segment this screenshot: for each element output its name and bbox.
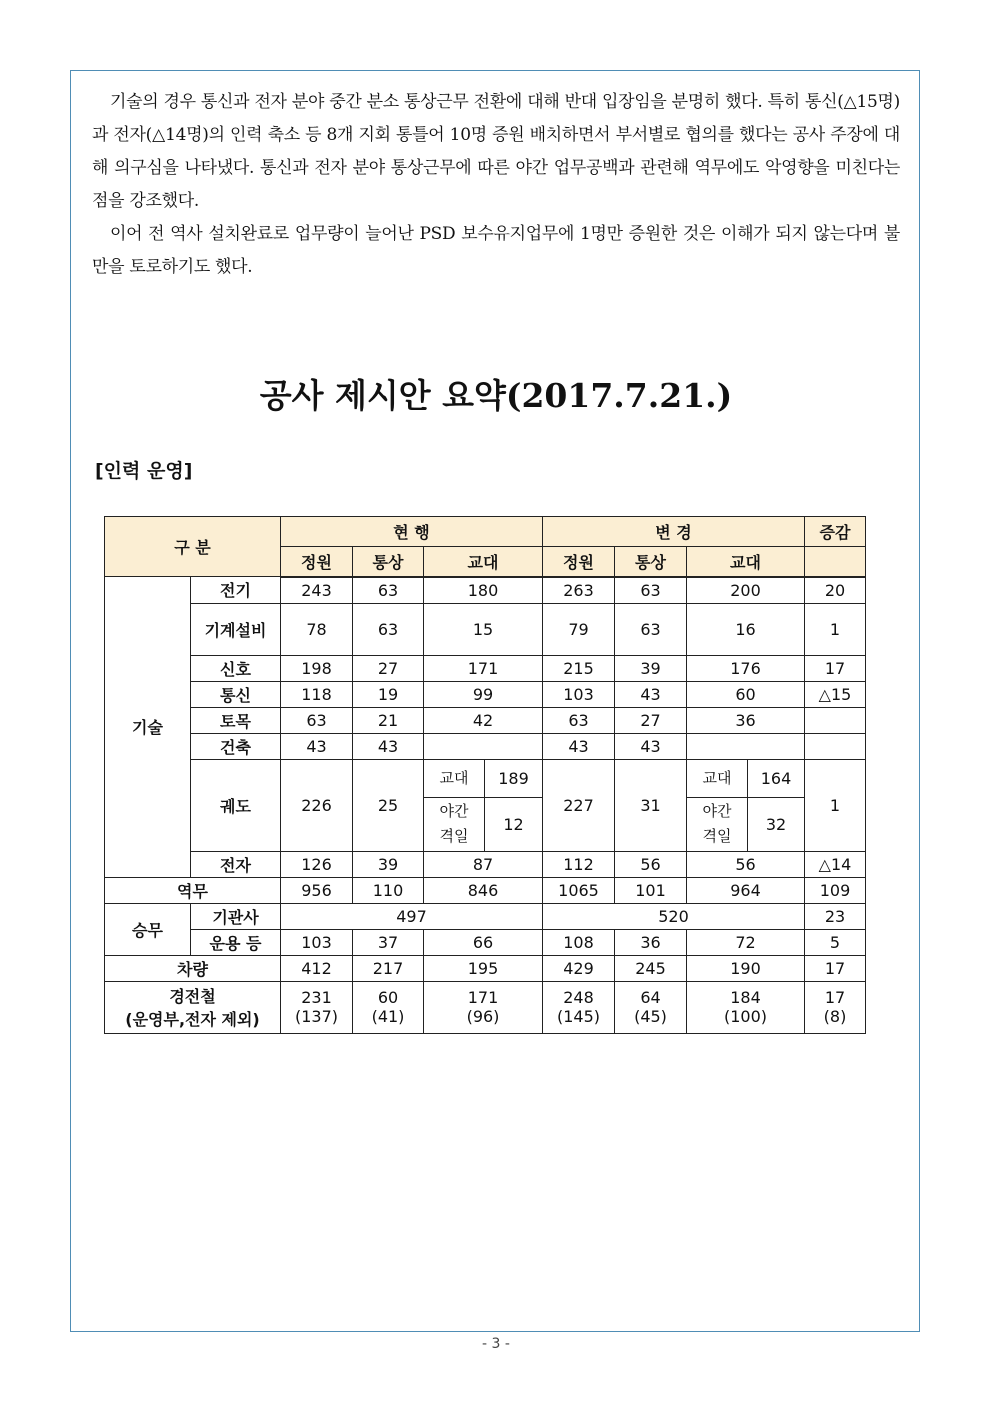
header-col-empty — [805, 547, 866, 577]
cell-label: 야간 격일 — [424, 798, 485, 851]
row-label: 운용 등 — [191, 929, 281, 955]
row-label: 건축 — [191, 733, 281, 759]
cell-line: 17 — [824, 988, 846, 1007]
cell: 1065 — [543, 877, 615, 903]
header-col: 통상 — [615, 547, 687, 577]
cell: 43 — [543, 733, 615, 759]
cell-line: 184 — [730, 988, 761, 1007]
header-col: 정원 — [543, 547, 615, 577]
cell: 108 — [543, 929, 615, 955]
cell: 429 — [543, 955, 615, 981]
staffing-table — [104, 516, 866, 1034]
header-col: 통상 — [353, 547, 424, 577]
cell-line: (100) — [723, 1007, 768, 1026]
row-label: 차량 — [105, 955, 281, 981]
cell: 16 — [687, 603, 805, 655]
cell: 15 — [424, 603, 543, 655]
cell: 36 — [687, 707, 805, 733]
cell: 36 — [615, 929, 687, 955]
table-row — [105, 929, 866, 955]
cell: 217 — [353, 955, 424, 981]
cell: 79 — [543, 603, 615, 655]
cell: 263 — [543, 577, 615, 604]
row-group-seungmu: 승무 — [105, 903, 191, 955]
cell: 101 — [615, 877, 687, 903]
cell: 63 — [281, 707, 353, 733]
cell: 63 — [353, 577, 424, 604]
cell: 198 — [281, 655, 353, 681]
cell-line: (45) — [634, 1007, 667, 1026]
cell: 189 — [485, 760, 543, 798]
cell: 103 — [543, 681, 615, 707]
section-label: [인력 운영] — [95, 460, 193, 482]
header-col: 정원 — [281, 547, 353, 577]
cell: 39 — [353, 851, 424, 877]
cell: 99 — [424, 681, 543, 707]
cell: 43 — [615, 681, 687, 707]
cell: 176 — [687, 655, 805, 681]
cell: 12 — [503, 814, 524, 834]
cell-label: 교대 — [687, 760, 748, 798]
table-row — [105, 655, 866, 681]
table-row — [105, 877, 866, 903]
cell-line: 64 — [640, 988, 661, 1007]
cell-line: (137) — [294, 1007, 339, 1026]
cell: 17 — [805, 955, 866, 981]
cell: 5 — [805, 929, 866, 955]
cell-line: (145) — [556, 1007, 601, 1026]
cell: △14 — [805, 851, 866, 877]
cell-line: (8) — [823, 1007, 847, 1026]
cell: 243 — [281, 577, 353, 604]
row-label: 궤도 — [191, 759, 281, 851]
cell: 1 — [805, 603, 866, 655]
row-label: 토목 — [191, 707, 281, 733]
cell-label: 교대 — [424, 760, 485, 798]
table-row — [105, 733, 866, 759]
row-label: 통신 — [191, 681, 281, 707]
cell: 23 — [805, 903, 866, 929]
row-label — [105, 981, 281, 1033]
cell-label: 야간 격일 — [687, 798, 748, 851]
cell: 17 — [805, 655, 866, 681]
cell: 32 — [765, 814, 787, 834]
table-row — [105, 955, 866, 981]
row-group-tech: 기술 — [105, 577, 191, 878]
cell: 180 — [424, 577, 543, 604]
cell — [281, 981, 353, 1033]
row-label-line: (운영부,전자 제외) — [125, 1010, 260, 1029]
cell: 226 — [281, 759, 353, 851]
table-row — [105, 981, 866, 1033]
cell: 43 — [281, 733, 353, 759]
split-cell-current — [424, 759, 543, 851]
cell-line: 231 — [301, 988, 332, 1007]
cell: 37 — [353, 929, 424, 955]
cell — [805, 733, 866, 759]
paragraph-1: 기술의 경우 통신과 전자 분야 중간 분소 통상근무 전환에 대해 반대 입장임을 분명히 했다. 특히 통신(△15명)과 전자(△14명)의 인력 축소 등 8개 지회 통틀어 10명 증원 배치하면서 부서별로 협의를 했다는 공사 주장에 대해 의구심을 나타냈다. 통신과 전자 분야 통상근무에 따른 야간 업무공백과 관련해 역무에도 악영향을 미친다는 점을 강조했다. — [92, 92, 900, 211]
cell: 42 — [424, 707, 543, 733]
row-label: 전기 — [191, 577, 281, 604]
row-label: 기계설비 — [191, 603, 281, 655]
paragraph-2: 이어 전 역사 설치완료로 업무량이 늘어난 PSD 보수유지업무에 1명만 증원한 것은 이해가 되지 않는다며 불만을 토로하기도 했다. — [92, 224, 900, 277]
cell: 31 — [615, 759, 687, 851]
row-label: 역무 — [105, 877, 281, 903]
cell-line: 60 — [377, 988, 399, 1007]
cell: 964 — [687, 877, 805, 903]
cell: 520 — [543, 903, 805, 929]
header-col: 교대 — [687, 547, 805, 577]
cell: 63 — [615, 577, 687, 604]
cell: 63 — [543, 707, 615, 733]
cell: 215 — [543, 655, 615, 681]
cell: 164 — [748, 760, 805, 798]
header-changed: 변 경 — [543, 517, 805, 547]
cell — [615, 981, 687, 1033]
cell: 19 — [353, 681, 424, 707]
table-row — [105, 759, 866, 851]
cell — [543, 981, 615, 1033]
table-row — [105, 707, 866, 733]
cell: 21 — [353, 707, 424, 733]
cell: 43 — [353, 733, 424, 759]
cell: 1 — [805, 759, 866, 851]
cell-line: 171 — [467, 988, 499, 1007]
cell: 412 — [281, 955, 353, 981]
header-diff: 증감 — [805, 517, 866, 547]
cell: 497 — [281, 903, 543, 929]
cell-line: 248 — [563, 988, 594, 1007]
cell — [353, 981, 424, 1033]
cell: 110 — [353, 877, 424, 903]
row-label: 신호 — [191, 655, 281, 681]
cell: 56 — [615, 851, 687, 877]
page-title: 공사 제시안 요약(2017.7.21.) — [259, 376, 733, 415]
cell: 171 — [424, 655, 543, 681]
cell: 27 — [353, 655, 424, 681]
cell: 63 — [353, 603, 424, 655]
cell: 78 — [281, 603, 353, 655]
cell: 20 — [805, 577, 866, 604]
cell: 39 — [615, 655, 687, 681]
cell: △15 — [805, 681, 866, 707]
cell: 195 — [424, 955, 543, 981]
row-label: 기관사 — [191, 903, 281, 929]
cell: 112 — [543, 851, 615, 877]
split-cell-changed — [687, 759, 805, 851]
row-label-line: 경전철 — [169, 987, 216, 1006]
cell: 60 — [687, 681, 805, 707]
cell: 126 — [281, 851, 353, 877]
header-col: 교대 — [424, 547, 543, 577]
cell: 245 — [615, 955, 687, 981]
cell: 25 — [353, 759, 424, 851]
cell — [424, 733, 543, 759]
cell — [805, 981, 866, 1033]
cell: 72 — [687, 929, 805, 955]
cell: 43 — [615, 733, 687, 759]
cell: 118 — [281, 681, 353, 707]
cell: 200 — [687, 577, 805, 604]
cell — [687, 981, 805, 1033]
cell — [805, 707, 866, 733]
row-label: 전자 — [191, 851, 281, 877]
cell: 956 — [281, 877, 353, 903]
table-row — [105, 603, 866, 655]
cell: 227 — [543, 759, 615, 851]
cell: 27 — [615, 707, 687, 733]
cell: 56 — [687, 851, 805, 877]
cell: 87 — [424, 851, 543, 877]
table-row — [105, 681, 866, 707]
cell: 103 — [281, 929, 353, 955]
cell — [424, 981, 543, 1033]
cell: 190 — [687, 955, 805, 981]
table-row — [105, 903, 866, 929]
cell: 109 — [805, 877, 866, 903]
cell: 846 — [424, 877, 543, 903]
table-row — [105, 851, 866, 877]
cell — [687, 733, 805, 759]
cell-line: (96) — [466, 1007, 500, 1026]
page-number: - 3 - — [482, 1336, 510, 1352]
cell: 63 — [615, 603, 687, 655]
table-row — [105, 577, 866, 604]
header-current: 현 행 — [281, 517, 543, 547]
cell-line: (41) — [371, 1007, 405, 1026]
cell: 66 — [424, 929, 543, 955]
header-category: 구 분 — [105, 517, 281, 577]
